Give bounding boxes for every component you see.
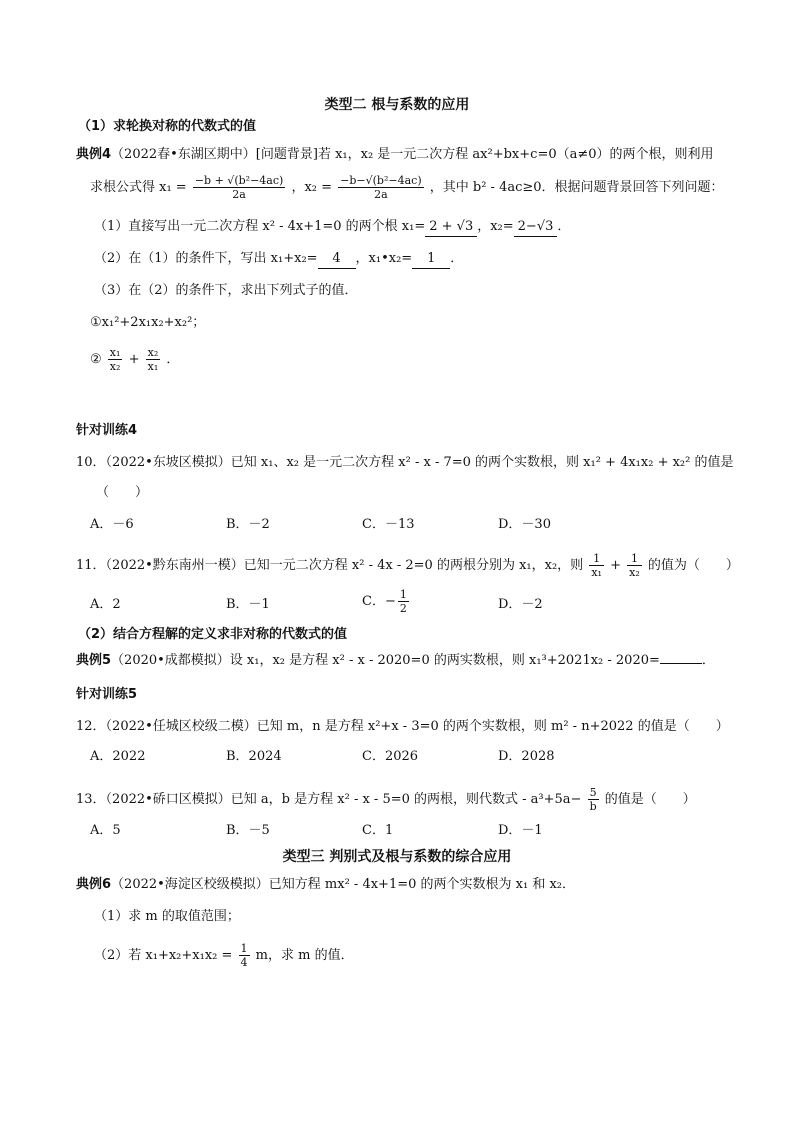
fraction-5-over-b [588, 786, 599, 813]
problem-10-option-b[interactable]: B．－2 [226, 517, 270, 532]
problem-13-text [76, 786, 696, 813]
question-text: ． [450, 251, 464, 266]
period: ． [701, 653, 715, 668]
plus-sign: + [610, 558, 621, 573]
example-5-text: （2020•成都模拟）设 x₁，x₂ 是方程 x² - x - 2020=0 的两实数根，则 x₁³+2021x₂ - 2020= [111, 653, 660, 668]
example-4-subquestion-2 [90, 346, 179, 373]
subsection-heading-2: （2）结合方程解的定义求非对称的代数式的值 [78, 627, 348, 642]
example-6-question-1: （1）求 m 的取值范围； [94, 909, 240, 924]
question-text: ，x₁•x₂= [355, 251, 413, 266]
subsection-heading-1: （1）求轮换对称的代数式的值 [78, 119, 257, 134]
example-4-line-2 [90, 174, 724, 201]
example-6-label: 典例6 [76, 877, 112, 892]
fraction-1-over-x2 [627, 552, 642, 579]
plus-sign: + [128, 352, 140, 367]
example-6-text: （2022•海淀区校级模拟）已知方程 mx² - 4x+1=0 的两个实数根为 x₁ 和 x₂． [111, 877, 576, 892]
fraction-numerator: −b + √(b²−4ac) [194, 174, 284, 187]
fraction-one-quarter [239, 942, 250, 969]
problem-10-option-d[interactable]: D．－30 [498, 517, 551, 532]
question-text: （1）直接写出一元二次方程 x² - 4x+1=0 的两个根 x₁= [94, 219, 426, 234]
answer-blank-sum: 4 [318, 250, 356, 269]
answer-blank-x2: 2−√3 [514, 218, 558, 237]
minus-sign: − [384, 594, 396, 609]
training-4-heading: 针对训练4 [76, 423, 138, 438]
answer-blank-product: 1 [412, 250, 450, 269]
question-text: 11．（2022•黔东南州一模）已知一元二次方程 x² - 4x - 2=0 的两根分别为 x₁，x₂，则 [76, 558, 584, 573]
root-formula-x2 [338, 174, 423, 201]
problem-13-option-c[interactable]: C．1 [362, 823, 394, 838]
problem-10-text: 10．（2022•东坡区模拟）已知 x₁、x₂ 是一元二次方程 x² - x - 7=0 的两个实数根，则 x₁² + 4x₁x₂ + x₂² 的值是 [76, 455, 734, 470]
example-6 [76, 876, 575, 894]
fraction-x2-over-x1 [146, 346, 161, 373]
example-4-question-3: （3）在（2）的条件下，求出下列式子的值． [94, 283, 358, 298]
fraction-denominator: x₂ [629, 566, 640, 579]
problem-12-text: 12．（2022•任城区校级二模）已知 m，n 是方程 x²+x - 3=0 的两个实数根，则 m² - n+2022 的值是（ ） [76, 719, 729, 734]
fraction-numerator: 5 [588, 786, 599, 800]
fraction-denominator: b [589, 800, 597, 813]
fraction-denominator: 2a [374, 188, 388, 201]
problem-10-answer-paren: （ ） [96, 485, 149, 500]
training-5-heading: 针对训练5 [76, 687, 138, 702]
answer-blank [660, 663, 702, 664]
example-5-label: 典例5 [76, 653, 112, 668]
example-4-question-2 [94, 250, 463, 269]
problem-11-option-c[interactable] [362, 588, 411, 615]
fraction-numerator: 1 [627, 552, 642, 566]
example-5 [76, 652, 715, 670]
question-text: ，x₂= [477, 219, 514, 234]
fraction-numerator: x₂ [147, 346, 159, 359]
example-4-subquestion-1: ①x₁²+2x₁x₂+x₂²； [90, 315, 206, 330]
problem-12-option-d[interactable]: D．2028 [498, 749, 555, 764]
fraction-denominator: 2a [232, 188, 246, 201]
fraction-numerator: x₁ [109, 346, 121, 359]
root-formula-x1 [193, 174, 285, 201]
item-marker: ② [90, 352, 102, 367]
question-text: m，求 m 的值． [255, 948, 354, 963]
example-6-question-2 [94, 942, 354, 969]
problem-13-option-d[interactable]: D．－1 [498, 823, 543, 838]
example-4-question-1 [94, 218, 570, 237]
question-text: ． [557, 219, 571, 234]
fraction-denominator: 2 [399, 602, 407, 615]
question-text: （2）若 x₁+x₂+x₁x₂ = [94, 948, 233, 963]
fraction-one-half [398, 588, 409, 615]
problem-11-option-d[interactable]: D．－2 [498, 597, 543, 612]
problem-13-option-b[interactable]: B．－5 [226, 823, 270, 838]
fraction-numerator: 1 [589, 552, 604, 566]
formula-condition: ，其中 b² - 4ac≥0．根据问题背景回答下列问题： [429, 180, 724, 195]
example-4-label: 典例4 [76, 147, 112, 162]
problem-12-option-c[interactable]: C．2026 [362, 749, 419, 764]
fraction-denominator: x₁ [591, 566, 602, 579]
problem-11-option-a[interactable]: A．2 [90, 597, 121, 612]
period: ． [166, 352, 180, 367]
option-label: C． [362, 594, 385, 609]
section-title-type-three: 类型三 判别式及根与系数的综合应用 [282, 849, 512, 865]
question-text: （2）在（1）的条件下，写出 x₁+x₂= [94, 251, 318, 266]
problem-10-option-a[interactable]: A．－6 [90, 517, 134, 532]
fraction-numerator: 1 [399, 588, 407, 601]
fraction-denominator: x₂ [109, 360, 121, 373]
section-title-type-two: 类型二 根与系数的应用 [324, 97, 470, 113]
example-4-line-1 [76, 146, 714, 164]
problem-10-option-c[interactable]: C．－13 [362, 517, 415, 532]
fraction-1-over-x1 [589, 552, 604, 579]
problem-11-text [76, 552, 739, 579]
problem-13-option-a[interactable]: A．5 [90, 823, 121, 838]
example-4-text: （2022春•东湖区期中）[问题背景]若 x₁，x₂ 是一元二次方程 ax²+bx+c=0（a≠0）的两个根，则利用 [111, 147, 714, 162]
question-text: 13．（2022•硚口区模拟）已知 a，b 是方程 x² - x - 5=0 的两根，则代数式 - a³+5a− [76, 792, 582, 807]
problem-12-option-b[interactable]: B．2024 [226, 749, 282, 764]
fraction-numerator: 1 [240, 942, 248, 955]
problem-12-option-a[interactable]: A．2022 [90, 749, 146, 764]
question-text: 的值是（ ） [604, 792, 696, 807]
fraction-denominator: 4 [240, 956, 248, 969]
answer-blank-x1: 2 + √3 [425, 218, 477, 237]
formula-separator: ，x₂ = [291, 180, 333, 195]
fraction-x1-over-x2 [108, 346, 123, 373]
question-text: 的值为（ ） [647, 558, 739, 573]
fraction-denominator: x₁ [147, 360, 159, 373]
problem-11-option-b[interactable]: B．－1 [226, 597, 270, 612]
formula-intro: 求根公式得 x₁ = [90, 180, 187, 195]
fraction-numerator: −b−√(b²−4ac) [340, 174, 422, 187]
